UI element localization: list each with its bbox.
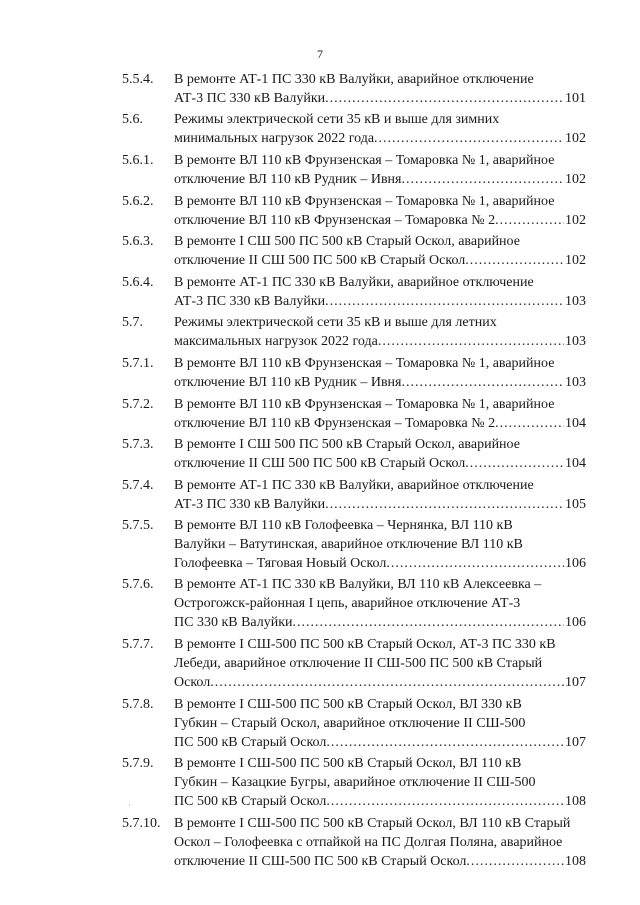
toc-entry-line: Валуйки – Ватутинская, аварийное отключение ВЛ 110 кВ [174, 537, 523, 552]
toc-entry-line: В ремонте I СШ-500 ПС 500 кВ Старый Оскол, ВЛ 110 кВ [174, 756, 522, 771]
toc-entry-title [174, 695, 586, 752]
toc-entry-line [174, 292, 586, 311]
toc-entry-page: 108 [565, 854, 586, 869]
toc-entry-line [174, 852, 586, 871]
toc-entry-line: В ремонте ВЛ 110 кВ Фрунзенская – Томаровка № 1, аварийное [174, 153, 555, 168]
dot-leader [465, 251, 564, 270]
toc-entry-line: В ремонте ВЛ 110 кВ Голофеевка – Чернянка, ВЛ 110 кВ [174, 518, 513, 533]
dot-leader [326, 733, 564, 752]
toc-entry-number: 5.7.7. [122, 637, 154, 652]
toc-entry-line-text: Голофеевка – Тяговая Новый Оскол [174, 556, 387, 571]
toc-entry-line: Оскол – Голофеевка с отпайкой на ПС Долгая Поляна, аварийное [174, 835, 563, 850]
dot-leader [495, 211, 564, 230]
toc-entry-line [174, 89, 586, 108]
toc-entry-number: 5.6. [122, 112, 143, 127]
toc-entry-number: 5.7.9. [122, 756, 154, 771]
toc-entry-page: 103 [565, 294, 586, 309]
toc-entry-number: 5.7.8. [122, 697, 154, 712]
toc-entry-line: В ремонте АТ-1 ПС 330 кВ Валуйки, аварийное отключение [174, 72, 534, 87]
toc-entry-title [174, 70, 586, 108]
toc-entry-line-text: АТ-3 ПС 330 кВ Валуйки [174, 497, 326, 512]
margin-mark: · [128, 801, 131, 810]
toc-entry-page: 101 [565, 91, 586, 106]
toc-entry-line: В ремонте АТ-1 ПС 330 кВ Валуйки, ВЛ 110 кВ Алексеевка – [174, 577, 542, 592]
toc-entry-line: В ремонте АТ-1 ПС 330 кВ Валуйки, аварийное отключение [174, 478, 534, 493]
toc-entry-line-text: ПС 330 кВ Валуйки [174, 615, 293, 630]
toc-entry-number: 5.5.4. [122, 72, 154, 87]
toc-entry-title [174, 516, 586, 573]
toc-entry-number: 5.7.3. [122, 437, 154, 452]
toc-entry-page: 104 [565, 416, 586, 431]
toc-entry-line: Лебеди, аварийное отключение II СШ-500 ПС 500 кВ Старый [174, 656, 543, 671]
dot-leader [326, 792, 564, 811]
toc-entry-number: 5.7.10. [122, 816, 161, 831]
toc-entry-line-text: отключение ВЛ 110 кВ Рудник – Ивня [174, 172, 402, 187]
toc-entry-line-text: АТ-3 ПС 330 кВ Валуйки [174, 294, 326, 309]
toc-entry-page: 104 [565, 456, 586, 471]
toc-entry-line: В ремонте I СШ-500 ПС 500 кВ Старый Оскол, АТ-3 ПС 330 кВ [174, 637, 556, 652]
toc-entry-title [174, 814, 586, 871]
dot-leader [465, 454, 564, 473]
toc-entry-line-text: отключение II СШ-500 ПС 500 кВ Старый Оскол [174, 854, 467, 869]
dot-leader [378, 332, 564, 351]
toc-entry-number: 5.6.4. [122, 275, 154, 290]
toc-entry-line [174, 414, 586, 433]
toc-entry-line [174, 170, 586, 189]
toc-entry-line-text: отключение II СШ 500 ПС 500 кВ Старый Оскол [174, 253, 466, 268]
toc-entry-page: 107 [565, 735, 586, 750]
toc-entry-line [174, 373, 586, 392]
toc-entry-line: В ремонте I СШ 500 ПС 500 кВ Старый Оскол, аварийное [174, 437, 520, 452]
toc-entry-title [174, 754, 586, 811]
toc-entry-title [174, 151, 586, 189]
toc-entry-page: 106 [565, 615, 586, 630]
toc-entry-number: 5.7.5. [122, 518, 154, 533]
dot-leader [325, 292, 564, 311]
toc-entry-line [174, 332, 586, 351]
toc-entry-page: 105 [565, 497, 586, 512]
toc-entry-line [174, 613, 586, 632]
dot-leader [495, 414, 564, 433]
toc-entry-line-text: АТ-3 ПС 330 кВ Валуйки [174, 91, 326, 106]
toc-entry-line: В ремонте АТ-1 ПС 330 кВ Валуйки, аварийное отключение [174, 275, 534, 290]
toc-entry-page: 107 [565, 675, 586, 690]
dot-leader [374, 129, 564, 148]
toc-entry-line: В ремонте ВЛ 110 кВ Фрунзенская – Томаровка № 1, аварийное [174, 397, 555, 412]
toc-entry-page: 102 [565, 131, 586, 146]
toc-entry-title [174, 435, 586, 473]
toc-entry-number: 5.7.6. [122, 577, 154, 592]
toc-entry-line: В ремонте I СШ 500 ПС 500 кВ Старый Оскол, аварийное [174, 234, 520, 249]
toc-entry-number: 5.7.1. [122, 356, 154, 371]
toc-entry-line-text: ПС 500 кВ Старый Оскол [174, 794, 327, 809]
toc-entry-line-text: минимальных нагрузок 2022 года [174, 131, 375, 146]
toc-entry-line [174, 129, 586, 148]
toc-entry-line [174, 495, 586, 514]
toc-entry-page: 106 [565, 556, 586, 571]
toc-entry-number: 5.6.1. [122, 153, 154, 168]
toc-entry-line [174, 554, 586, 573]
toc-entry-number: 5.6.2. [122, 194, 154, 209]
toc-entry-title [174, 635, 586, 692]
dot-leader [325, 495, 564, 514]
toc-entry-page: 103 [565, 334, 586, 349]
toc-entry-title [174, 354, 586, 392]
toc-entry-line-text: отключение ВЛ 110 кВ Рудник – Ивня [174, 375, 402, 390]
toc-entry-line: Острогожск-районная I цепь, аварийное отключение АТ-3 [174, 596, 521, 611]
toc-entry-line-text: отключение II СШ 500 ПС 500 кВ Старый Оскол [174, 456, 466, 471]
dot-leader [466, 852, 564, 871]
toc-entry-page: 102 [565, 253, 586, 268]
page-number: 7 [317, 47, 323, 61]
toc-entry-page: 103 [565, 375, 586, 390]
toc-entry-line: В ремонте I СШ-500 ПС 500 кВ Старый Оскол, ВЛ 330 кВ [174, 697, 522, 712]
toc-entry-number: 5.7.4. [122, 478, 154, 493]
toc-entry-line: В ремонте I СШ-500 ПС 500 кВ Старый Оскол, ВЛ 110 кВ Старый [174, 816, 571, 831]
toc-entry-line: В ремонте ВЛ 110 кВ Фрунзенская – Томаровка № 1, аварийное [174, 356, 555, 371]
toc-entry-line [174, 251, 586, 270]
toc-entry-number: 5.7. [122, 315, 143, 330]
dot-leader [402, 373, 565, 392]
dot-leader [386, 554, 564, 573]
toc-entry-title [174, 313, 586, 351]
toc-entry-line-text: отключение ВЛ 110 кВ Фрунзенская – Томаровка № 2 [174, 416, 496, 431]
toc-entry-title [174, 232, 586, 270]
toc-entry-line [174, 211, 586, 230]
toc-entry-page: 108 [565, 794, 586, 809]
toc-entry-number: 5.6.3. [122, 234, 154, 249]
toc-entry-line-text: Оскол [174, 675, 211, 690]
toc-entry-title [174, 192, 586, 230]
toc-entry-title [174, 273, 586, 311]
toc-entry-line: Губкин – Старый Оскол, аварийное отключение II СШ-500 [174, 716, 526, 731]
toc-entry-line: Режимы электрической сети 35 кВ и выше для летних [174, 315, 497, 330]
toc-entry-line-text: ПС 500 кВ Старый Оскол [174, 735, 327, 750]
dot-leader [325, 89, 564, 108]
toc-entry-line: Губкин – Казацкие Бугры, аварийное отключение II СШ-500 [174, 775, 536, 790]
toc-entry-line [174, 673, 586, 692]
toc-entry-page: 102 [565, 213, 586, 228]
toc-entry-line: Режимы электрической сети 35 кВ и выше для зимних [174, 112, 500, 127]
dot-leader [210, 673, 564, 692]
toc-entry-page: 102 [565, 172, 586, 187]
toc-entry-line: В ремонте ВЛ 110 кВ Фрунзенская – Томаровка № 1, аварийное [174, 194, 555, 209]
toc-entry-number: 5.7.2. [122, 397, 154, 412]
toc-entry-title [174, 476, 586, 514]
toc-entry-title [174, 575, 586, 632]
toc-entry-line [174, 454, 586, 473]
toc-entry-line-text: максимальных нагрузок 2022 года [174, 334, 378, 349]
toc-entry-line [174, 792, 586, 811]
dot-leader [293, 613, 564, 632]
toc-entry-line-text: отключение ВЛ 110 кВ Фрунзенская – Томаровка № 2 [174, 213, 496, 228]
dot-leader [402, 170, 565, 189]
toc-entry-line [174, 733, 586, 752]
toc-entry-title [174, 110, 586, 148]
toc-entry-title [174, 395, 586, 433]
